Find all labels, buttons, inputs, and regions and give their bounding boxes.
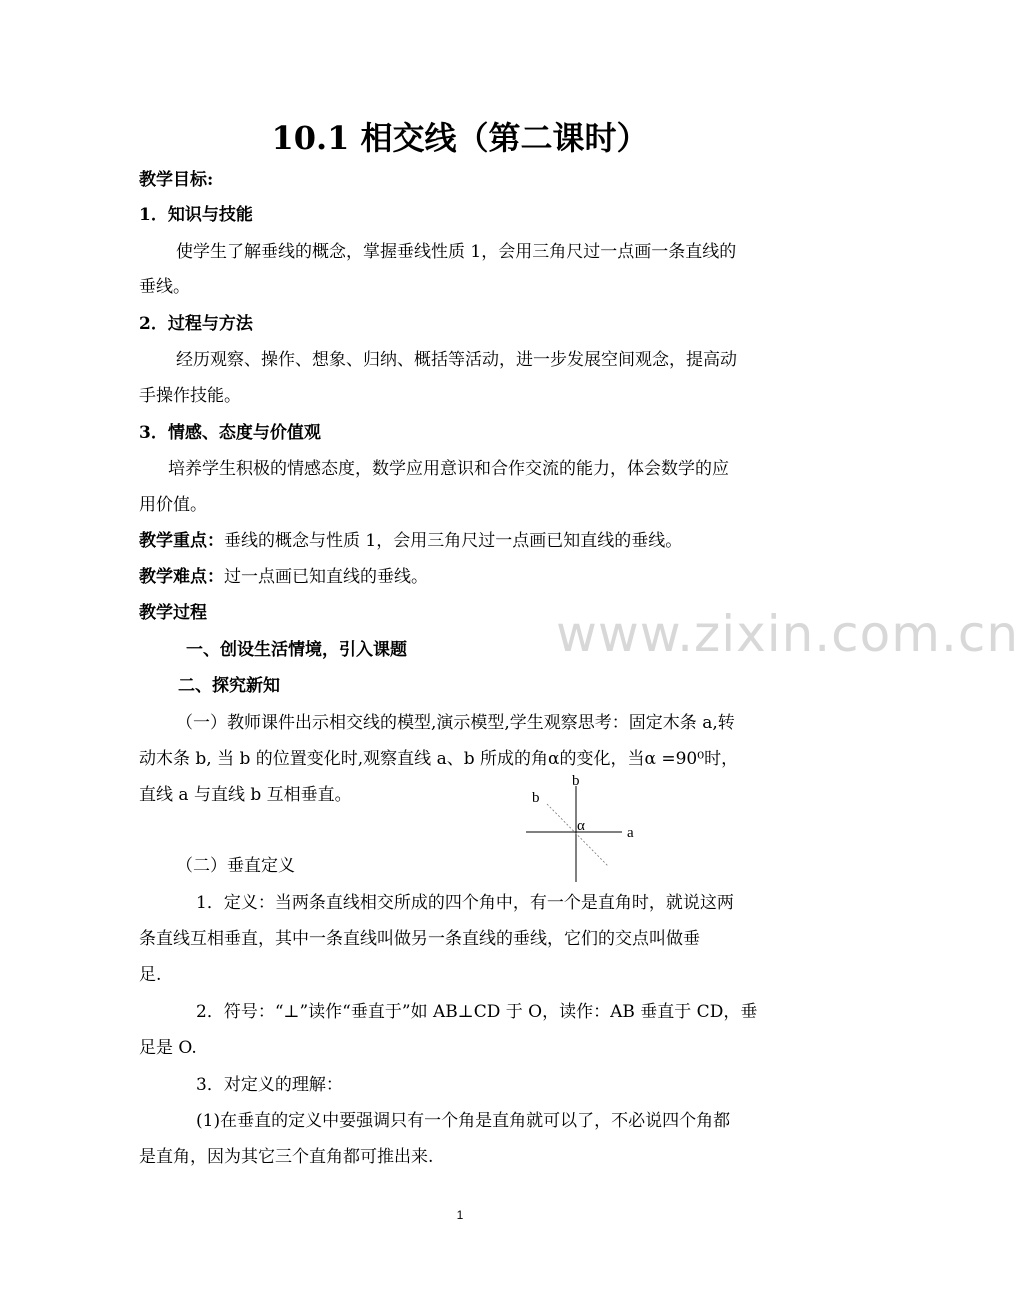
page-title: 10.1 相交线（第二课时） — [271, 119, 649, 157]
intersecting-lines-figure — [520, 772, 650, 884]
paragraph-line: 使学生了解垂线的概念，掌握垂线性质 1，会用三角尺过一点画一条直线的 — [176, 242, 737, 262]
step-heading-1: 一、创设生活情境，引入课题 — [186, 640, 407, 660]
paragraph-line: (1)在垂直的定义中要强调只有一个角是直角就可以了，不必说四个角都 — [196, 1111, 731, 1131]
paragraph-line: 手操作技能。 — [139, 386, 241, 406]
line-b-diagonal — [547, 804, 608, 866]
paragraph-line: （一）教师课件出示相交线的模型,演示模型,学生观察思考：固定木条 a,转 — [176, 713, 735, 733]
step-heading-2: 二、探究新知 — [178, 676, 280, 696]
paragraph-line: 直线 a 与直线 b 互相垂直。 — [139, 785, 352, 805]
label-b-vertical: b — [572, 773, 580, 789]
paragraph-line: 足是 O. — [139, 1038, 197, 1058]
label-alpha: α — [577, 818, 585, 834]
paragraph-line: 足. — [139, 965, 162, 985]
key-point-line — [139, 530, 682, 552]
paragraph-line: 培养学生积极的情感态度，数学应用意识和合作交流的能力，体会数学的应 — [168, 459, 729, 479]
label-a: a — [627, 825, 634, 841]
key-point-text: 垂线的概念与性质 1，会用三角尺过一点画已知直线的垂线。 — [224, 531, 683, 551]
paragraph-line: 动木条 b, 当 b 的位置变化时,观察直线 a、b 所成的角α的变化，当α =90⁰时， — [139, 749, 739, 769]
paragraph-line: 垂线。 — [139, 277, 190, 297]
section-heading-knowledge: 1．知识与技能 — [139, 205, 253, 225]
paragraph-line: 是直角，因为其它三个直角都可推出来. — [139, 1147, 434, 1167]
watermark: www.zixin.com.cn — [556, 605, 1019, 663]
paragraph-line: 2．符号：“⊥”读作“垂直于”如 AB⊥CD 于 O，读作：AB 垂直于 CD，垂 — [196, 1002, 758, 1022]
paragraph-line: 经历观察、操作、想象、归纳、概括等活动，进一步发展空间观念，提高动 — [176, 350, 737, 370]
process-heading: 教学过程 — [139, 603, 207, 623]
page-number: 1 — [456, 1208, 464, 1222]
difficulty-label: 教学难点： — [139, 567, 224, 587]
paragraph-line: 用价值。 — [139, 495, 207, 515]
difficulty-text: 过一点画已知直线的垂线。 — [224, 567, 428, 587]
section-heading-process: 2．过程与方法 — [139, 314, 253, 334]
subheading-definition: （二）垂直定义 — [176, 856, 295, 876]
key-point-label: 教学重点： — [139, 531, 224, 551]
difficulty-line — [139, 566, 428, 588]
paragraph-line: 条直线互相垂直，其中一条直线叫做另一条直线的垂线，它们的交点叫做垂 — [139, 929, 700, 949]
section-heading-attitude: 3．情感、态度与价值观 — [139, 423, 321, 443]
label-b-diagonal: b — [532, 790, 540, 806]
paragraph-line: 3．对定义的理解： — [196, 1075, 343, 1095]
paragraph-line: 1．定义：当两条直线相交所成的四个角中，有一个是直角时，就说这两 — [196, 893, 734, 913]
goals-heading: 教学目标: — [139, 170, 214, 190]
